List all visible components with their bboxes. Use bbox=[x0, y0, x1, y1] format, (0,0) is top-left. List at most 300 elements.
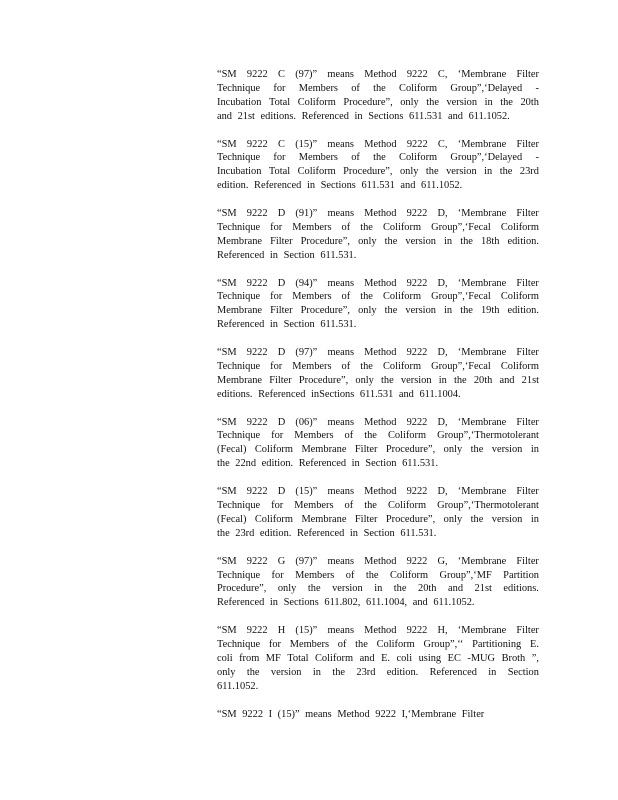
definition-line bbox=[217, 499, 539, 513]
word: version bbox=[405, 235, 436, 247]
word: only bbox=[217, 666, 236, 678]
word: Coliform bbox=[376, 639, 415, 651]
word: Coliform bbox=[254, 444, 293, 456]
word: Partitioning bbox=[472, 639, 522, 651]
word: Technique bbox=[217, 152, 261, 164]
word: the bbox=[360, 221, 373, 233]
word: D, bbox=[437, 277, 448, 289]
word: 9222 bbox=[406, 277, 428, 289]
word: in bbox=[530, 513, 539, 525]
definition-line bbox=[217, 443, 539, 457]
word: EC bbox=[447, 652, 461, 664]
word: “SM bbox=[217, 625, 237, 637]
word: Technique bbox=[217, 500, 261, 511]
word: “SM bbox=[217, 138, 237, 150]
word: the bbox=[426, 96, 439, 108]
word: in bbox=[484, 166, 493, 178]
word: for bbox=[271, 569, 284, 581]
definition-line bbox=[217, 416, 539, 430]
word: Membrane bbox=[301, 513, 347, 525]
word: the bbox=[332, 666, 346, 678]
word: Filter bbox=[516, 208, 539, 220]
word: 9222 bbox=[406, 625, 428, 637]
word: version bbox=[446, 166, 477, 178]
word: Members bbox=[292, 291, 332, 303]
word: 9222 bbox=[406, 555, 428, 567]
word: Method bbox=[364, 555, 397, 567]
word: Members bbox=[298, 152, 338, 164]
word: - bbox=[535, 152, 539, 164]
word: the bbox=[364, 500, 377, 511]
word: the bbox=[460, 235, 473, 247]
word: 18th bbox=[480, 235, 500, 247]
word: C bbox=[277, 138, 285, 150]
word: D, bbox=[437, 416, 448, 428]
word: D bbox=[277, 416, 286, 428]
word: Coliform bbox=[399, 152, 438, 164]
word: in bbox=[438, 374, 447, 386]
word: Group”,‘Fecal bbox=[431, 221, 491, 233]
word: Total bbox=[268, 166, 291, 178]
word: 9222 bbox=[246, 625, 268, 637]
definition-line: “SM 9222 I (15)” means Method 9222 I,‘Membrane Filter bbox=[217, 708, 485, 720]
word: of bbox=[341, 221, 351, 233]
word: Coliform bbox=[500, 360, 539, 372]
definition-paragraph bbox=[217, 624, 539, 694]
word: Procedure”, bbox=[343, 166, 393, 178]
word: (Fecal) bbox=[217, 513, 247, 525]
word: the bbox=[499, 166, 513, 178]
word: in bbox=[488, 666, 497, 678]
word: (91)” bbox=[295, 208, 318, 220]
definition-paragraph bbox=[217, 68, 539, 124]
word: version bbox=[491, 513, 523, 525]
word: Membrane bbox=[301, 444, 347, 456]
word: Procedure”, bbox=[300, 235, 350, 247]
word: in bbox=[312, 666, 321, 678]
definition-line bbox=[217, 138, 539, 152]
definition-line bbox=[217, 429, 539, 443]
word: the bbox=[425, 166, 439, 178]
word: Method bbox=[364, 625, 397, 637]
word: Technique bbox=[217, 569, 261, 581]
definition-line: and 21st editions. Referenced in Sections 611.531 and 611.1052. bbox=[217, 110, 510, 122]
word: Group”,‘‘ bbox=[423, 639, 464, 651]
word: Filter bbox=[270, 305, 293, 317]
definition-line bbox=[217, 374, 539, 388]
word: C bbox=[277, 69, 285, 80]
word: coli bbox=[396, 652, 413, 664]
word: for bbox=[271, 430, 284, 442]
word: the bbox=[373, 152, 386, 164]
word: for bbox=[270, 291, 283, 303]
word: Filter bbox=[269, 374, 292, 386]
definition-line bbox=[217, 82, 539, 96]
word: Coliform bbox=[297, 96, 336, 108]
definition-line bbox=[217, 346, 539, 360]
word: ‘Membrane bbox=[457, 277, 507, 289]
word: 9222 bbox=[406, 69, 428, 80]
word: the bbox=[470, 513, 484, 525]
word: the bbox=[365, 569, 379, 581]
word: (15)” bbox=[295, 486, 318, 498]
word: the bbox=[384, 305, 398, 317]
word: 9222 bbox=[246, 277, 268, 289]
word: - bbox=[535, 82, 539, 94]
word: G, bbox=[437, 555, 448, 567]
word: version bbox=[270, 666, 302, 678]
word: Technique bbox=[217, 360, 261, 372]
word: Membrane bbox=[217, 305, 263, 317]
definition-paragraph bbox=[217, 416, 539, 472]
word: for bbox=[270, 360, 283, 372]
word: D, bbox=[437, 347, 448, 359]
word: Method bbox=[364, 69, 397, 80]
word: Coliform bbox=[382, 360, 422, 372]
word: ‘Membrane bbox=[457, 69, 507, 80]
word: the bbox=[360, 360, 373, 372]
word: 9222 bbox=[246, 208, 268, 220]
word: of bbox=[351, 152, 360, 164]
definition-paragraph bbox=[217, 207, 539, 263]
word: Technique bbox=[217, 221, 261, 233]
word: 9222 bbox=[246, 555, 268, 567]
word: the bbox=[393, 583, 407, 595]
word: (15)” bbox=[295, 625, 318, 637]
word: ‘Membrane bbox=[457, 208, 507, 220]
definition-line bbox=[217, 485, 539, 499]
word: 9222 bbox=[246, 69, 268, 80]
word: Members bbox=[295, 569, 335, 581]
word: Technique bbox=[217, 430, 261, 442]
word: the bbox=[373, 82, 386, 94]
word: in bbox=[530, 444, 539, 456]
word: Filter bbox=[354, 444, 378, 456]
word: editions. bbox=[503, 583, 539, 595]
word: Group”,‘Fecal bbox=[431, 360, 491, 372]
definition-line bbox=[217, 290, 539, 304]
word: Members bbox=[289, 639, 329, 651]
word: (06)” bbox=[295, 416, 318, 428]
definition-line: Referenced in Section 611.531. bbox=[217, 319, 357, 331]
word: for bbox=[271, 500, 284, 511]
word: Coliform bbox=[254, 513, 293, 525]
word: only bbox=[355, 374, 374, 386]
word: H, bbox=[437, 625, 448, 637]
definition-line: editions. Referenced inSections 611.531 and 611.1004. bbox=[217, 388, 461, 400]
word: 20th bbox=[473, 374, 493, 386]
definition-line bbox=[217, 555, 539, 569]
word: only bbox=[277, 583, 297, 595]
word: Group”,‘Thermotolerant bbox=[437, 430, 539, 442]
definition-line bbox=[217, 165, 539, 179]
word: in bbox=[484, 96, 493, 108]
word: Coliform bbox=[500, 221, 539, 233]
definition-line bbox=[217, 151, 539, 165]
word: Coliform bbox=[297, 166, 336, 178]
word: 19th bbox=[480, 305, 500, 317]
word: of bbox=[344, 500, 354, 511]
word: 9222 bbox=[246, 416, 268, 428]
word: D bbox=[277, 347, 286, 359]
definition-line bbox=[217, 666, 539, 680]
definition-line bbox=[217, 68, 539, 82]
word: 21st bbox=[521, 374, 539, 386]
word: using bbox=[418, 652, 442, 664]
word: the bbox=[360, 291, 373, 303]
definition-line: 611.1052. bbox=[217, 680, 259, 692]
definitions-column bbox=[217, 68, 539, 735]
word: for bbox=[273, 82, 286, 94]
definition-line bbox=[217, 235, 539, 249]
definition-paragraph bbox=[217, 138, 539, 194]
definition-line bbox=[217, 638, 539, 652]
definition-paragraph bbox=[217, 485, 539, 541]
word: (97)” bbox=[295, 69, 318, 80]
word: edition. bbox=[386, 666, 419, 678]
word: Filter bbox=[516, 69, 539, 80]
word: “SM bbox=[217, 347, 237, 359]
definition-line: Referenced in Sections 611.802, 611.1004, and 611.1052. bbox=[217, 597, 475, 609]
word: ‘Membrane bbox=[457, 138, 507, 150]
word: version bbox=[446, 96, 478, 108]
definition-line bbox=[217, 207, 539, 221]
word: edition. bbox=[507, 305, 539, 317]
word: “SM bbox=[217, 69, 237, 80]
word: and bbox=[448, 583, 464, 595]
word: Section bbox=[507, 666, 539, 678]
word: Group”,‘Fecal bbox=[431, 291, 491, 303]
word: Filter bbox=[516, 625, 539, 637]
word: Filter bbox=[516, 555, 539, 567]
word: from bbox=[239, 652, 260, 664]
word: Technique bbox=[217, 291, 261, 303]
word: Membrane bbox=[217, 374, 263, 386]
word: Broth bbox=[501, 652, 526, 664]
word: and bbox=[499, 374, 515, 386]
word: 20th bbox=[418, 583, 437, 595]
word: the bbox=[381, 374, 394, 386]
word: means bbox=[327, 416, 354, 428]
word: Referenced bbox=[429, 666, 477, 678]
word: G bbox=[277, 555, 286, 567]
word: Method bbox=[364, 208, 397, 220]
word: 9222 bbox=[246, 486, 268, 498]
word: only bbox=[443, 513, 463, 525]
definition-line: the 23rd edition. Referenced in Section 611.531. bbox=[217, 527, 437, 539]
word: Coliform bbox=[399, 82, 438, 94]
definition-line bbox=[217, 221, 539, 235]
word: Coliform bbox=[314, 652, 354, 664]
word: only bbox=[358, 235, 377, 247]
word: D bbox=[277, 486, 286, 498]
definition-line bbox=[217, 277, 539, 291]
word: D bbox=[277, 208, 286, 220]
word: Members bbox=[294, 430, 334, 442]
word: Partition bbox=[503, 569, 539, 581]
word: Filter bbox=[516, 486, 539, 498]
word: C, bbox=[437, 69, 448, 80]
word: Filter bbox=[354, 513, 378, 525]
word: Filter bbox=[516, 277, 539, 289]
word: (97)” bbox=[295, 347, 318, 359]
word: Coliform bbox=[387, 500, 427, 511]
word: of bbox=[341, 291, 351, 303]
word: Technique bbox=[217, 639, 261, 651]
word: E. bbox=[529, 639, 539, 651]
word: the bbox=[453, 374, 467, 386]
word: version bbox=[400, 374, 432, 386]
word: Members bbox=[292, 360, 332, 372]
word: Incubation bbox=[217, 166, 262, 178]
definition-paragraph bbox=[217, 708, 539, 722]
word: Group”,‘Thermotolerant bbox=[437, 500, 539, 511]
word: ‘Membrane bbox=[457, 625, 507, 637]
word: Method bbox=[364, 416, 397, 428]
word: 20th bbox=[520, 96, 539, 108]
definition-paragraph bbox=[217, 555, 539, 611]
word: 9222 bbox=[246, 347, 268, 359]
word: Procedure”, bbox=[385, 513, 436, 525]
word: Procedure”, bbox=[385, 444, 436, 456]
word: Method bbox=[364, 486, 397, 498]
word: Coliform bbox=[382, 291, 422, 303]
word: “SM bbox=[217, 208, 237, 220]
word: Coliform bbox=[389, 569, 429, 581]
word: Members bbox=[298, 82, 338, 94]
word: 9222 bbox=[406, 208, 428, 220]
word: D, bbox=[437, 486, 448, 498]
word: Procedure”, bbox=[217, 583, 267, 595]
word: only bbox=[443, 444, 463, 456]
word: Technique bbox=[217, 82, 261, 94]
word: the bbox=[460, 305, 473, 317]
word: 9222 bbox=[406, 347, 428, 359]
word: of bbox=[344, 430, 354, 442]
definition-line bbox=[217, 304, 539, 318]
word: of bbox=[345, 569, 355, 581]
definition-line: edition. Referenced in Sections 611.531 and 611.1052. bbox=[217, 180, 463, 192]
word: the bbox=[384, 235, 398, 247]
word: only bbox=[358, 305, 377, 317]
word: MF bbox=[265, 652, 281, 664]
definition-line bbox=[217, 360, 539, 374]
word: Coliform bbox=[387, 430, 427, 442]
word: ‘Membrane bbox=[457, 555, 507, 567]
word: Filter bbox=[516, 138, 539, 150]
word: Members bbox=[294, 500, 334, 511]
word: 9222 bbox=[246, 138, 268, 150]
word: means bbox=[327, 208, 354, 220]
definition-line bbox=[217, 624, 539, 638]
word: ‘Membrane bbox=[457, 486, 507, 498]
word: Membrane bbox=[217, 235, 263, 247]
definition-paragraph bbox=[217, 346, 539, 402]
definition-line: Referenced in Section 611.531. bbox=[217, 249, 357, 261]
word: in bbox=[444, 305, 453, 317]
word: 9222 bbox=[406, 486, 428, 498]
word: the bbox=[470, 444, 484, 456]
word: Group”,‘MF bbox=[439, 569, 492, 581]
word: Coliform bbox=[382, 221, 422, 233]
word: in bbox=[374, 583, 383, 595]
word: Group”,‘Delayed bbox=[450, 82, 523, 94]
word: Total bbox=[287, 652, 309, 664]
word: 9222 bbox=[406, 138, 428, 150]
word: C, bbox=[437, 138, 448, 150]
word: means bbox=[327, 347, 354, 359]
word: the bbox=[364, 430, 377, 442]
word: Filter bbox=[516, 416, 539, 428]
word: the bbox=[307, 583, 321, 595]
word: and bbox=[359, 652, 375, 664]
word: (97)” bbox=[295, 555, 318, 567]
word: “SM bbox=[217, 486, 237, 498]
word: version bbox=[405, 305, 436, 317]
word: (Fecal) bbox=[217, 444, 247, 456]
definition-line bbox=[217, 569, 539, 583]
word: Procedure”, bbox=[298, 374, 349, 386]
word: Method bbox=[364, 277, 397, 289]
word: -MUG bbox=[467, 652, 496, 664]
word: of bbox=[341, 360, 351, 372]
word: for bbox=[270, 221, 283, 233]
word: E. bbox=[381, 652, 391, 664]
word: Procedure”, bbox=[343, 96, 393, 108]
word: Group”,‘Delayed bbox=[450, 152, 523, 164]
word: H bbox=[277, 625, 286, 637]
word: of bbox=[351, 82, 360, 94]
word: means bbox=[327, 277, 354, 289]
word: “SM bbox=[217, 555, 237, 567]
word: D, bbox=[437, 208, 448, 220]
word: ”, bbox=[531, 652, 539, 664]
word: of bbox=[337, 639, 347, 651]
definition-line bbox=[217, 96, 539, 110]
word: the bbox=[355, 639, 368, 651]
definition-paragraph bbox=[217, 277, 539, 333]
word: the bbox=[500, 96, 513, 108]
word: ‘Membrane bbox=[457, 347, 507, 359]
word: ‘Membrane bbox=[457, 416, 507, 428]
word: “SM bbox=[217, 416, 237, 428]
word: for bbox=[273, 152, 286, 164]
word: coli bbox=[217, 652, 233, 664]
word: Filter bbox=[270, 235, 293, 247]
word: Method bbox=[364, 347, 397, 359]
definition-line bbox=[217, 513, 539, 527]
word: only bbox=[400, 96, 419, 108]
word: (94)” bbox=[295, 277, 318, 289]
word: Total bbox=[268, 96, 291, 108]
word: Filter bbox=[516, 347, 539, 359]
word: for bbox=[268, 639, 281, 651]
word: Method bbox=[364, 138, 397, 150]
word: D bbox=[277, 277, 286, 289]
definition-line bbox=[217, 652, 539, 666]
word: means bbox=[327, 486, 354, 498]
word: means bbox=[327, 69, 354, 80]
word: (15)” bbox=[295, 138, 318, 150]
word: Incubation bbox=[217, 96, 262, 108]
word: Coliform bbox=[500, 291, 539, 303]
word: in bbox=[444, 235, 453, 247]
word: version bbox=[332, 583, 363, 595]
word: the bbox=[246, 666, 260, 678]
word: only bbox=[399, 166, 419, 178]
word: 23rd bbox=[356, 666, 376, 678]
word: “SM bbox=[217, 277, 237, 289]
